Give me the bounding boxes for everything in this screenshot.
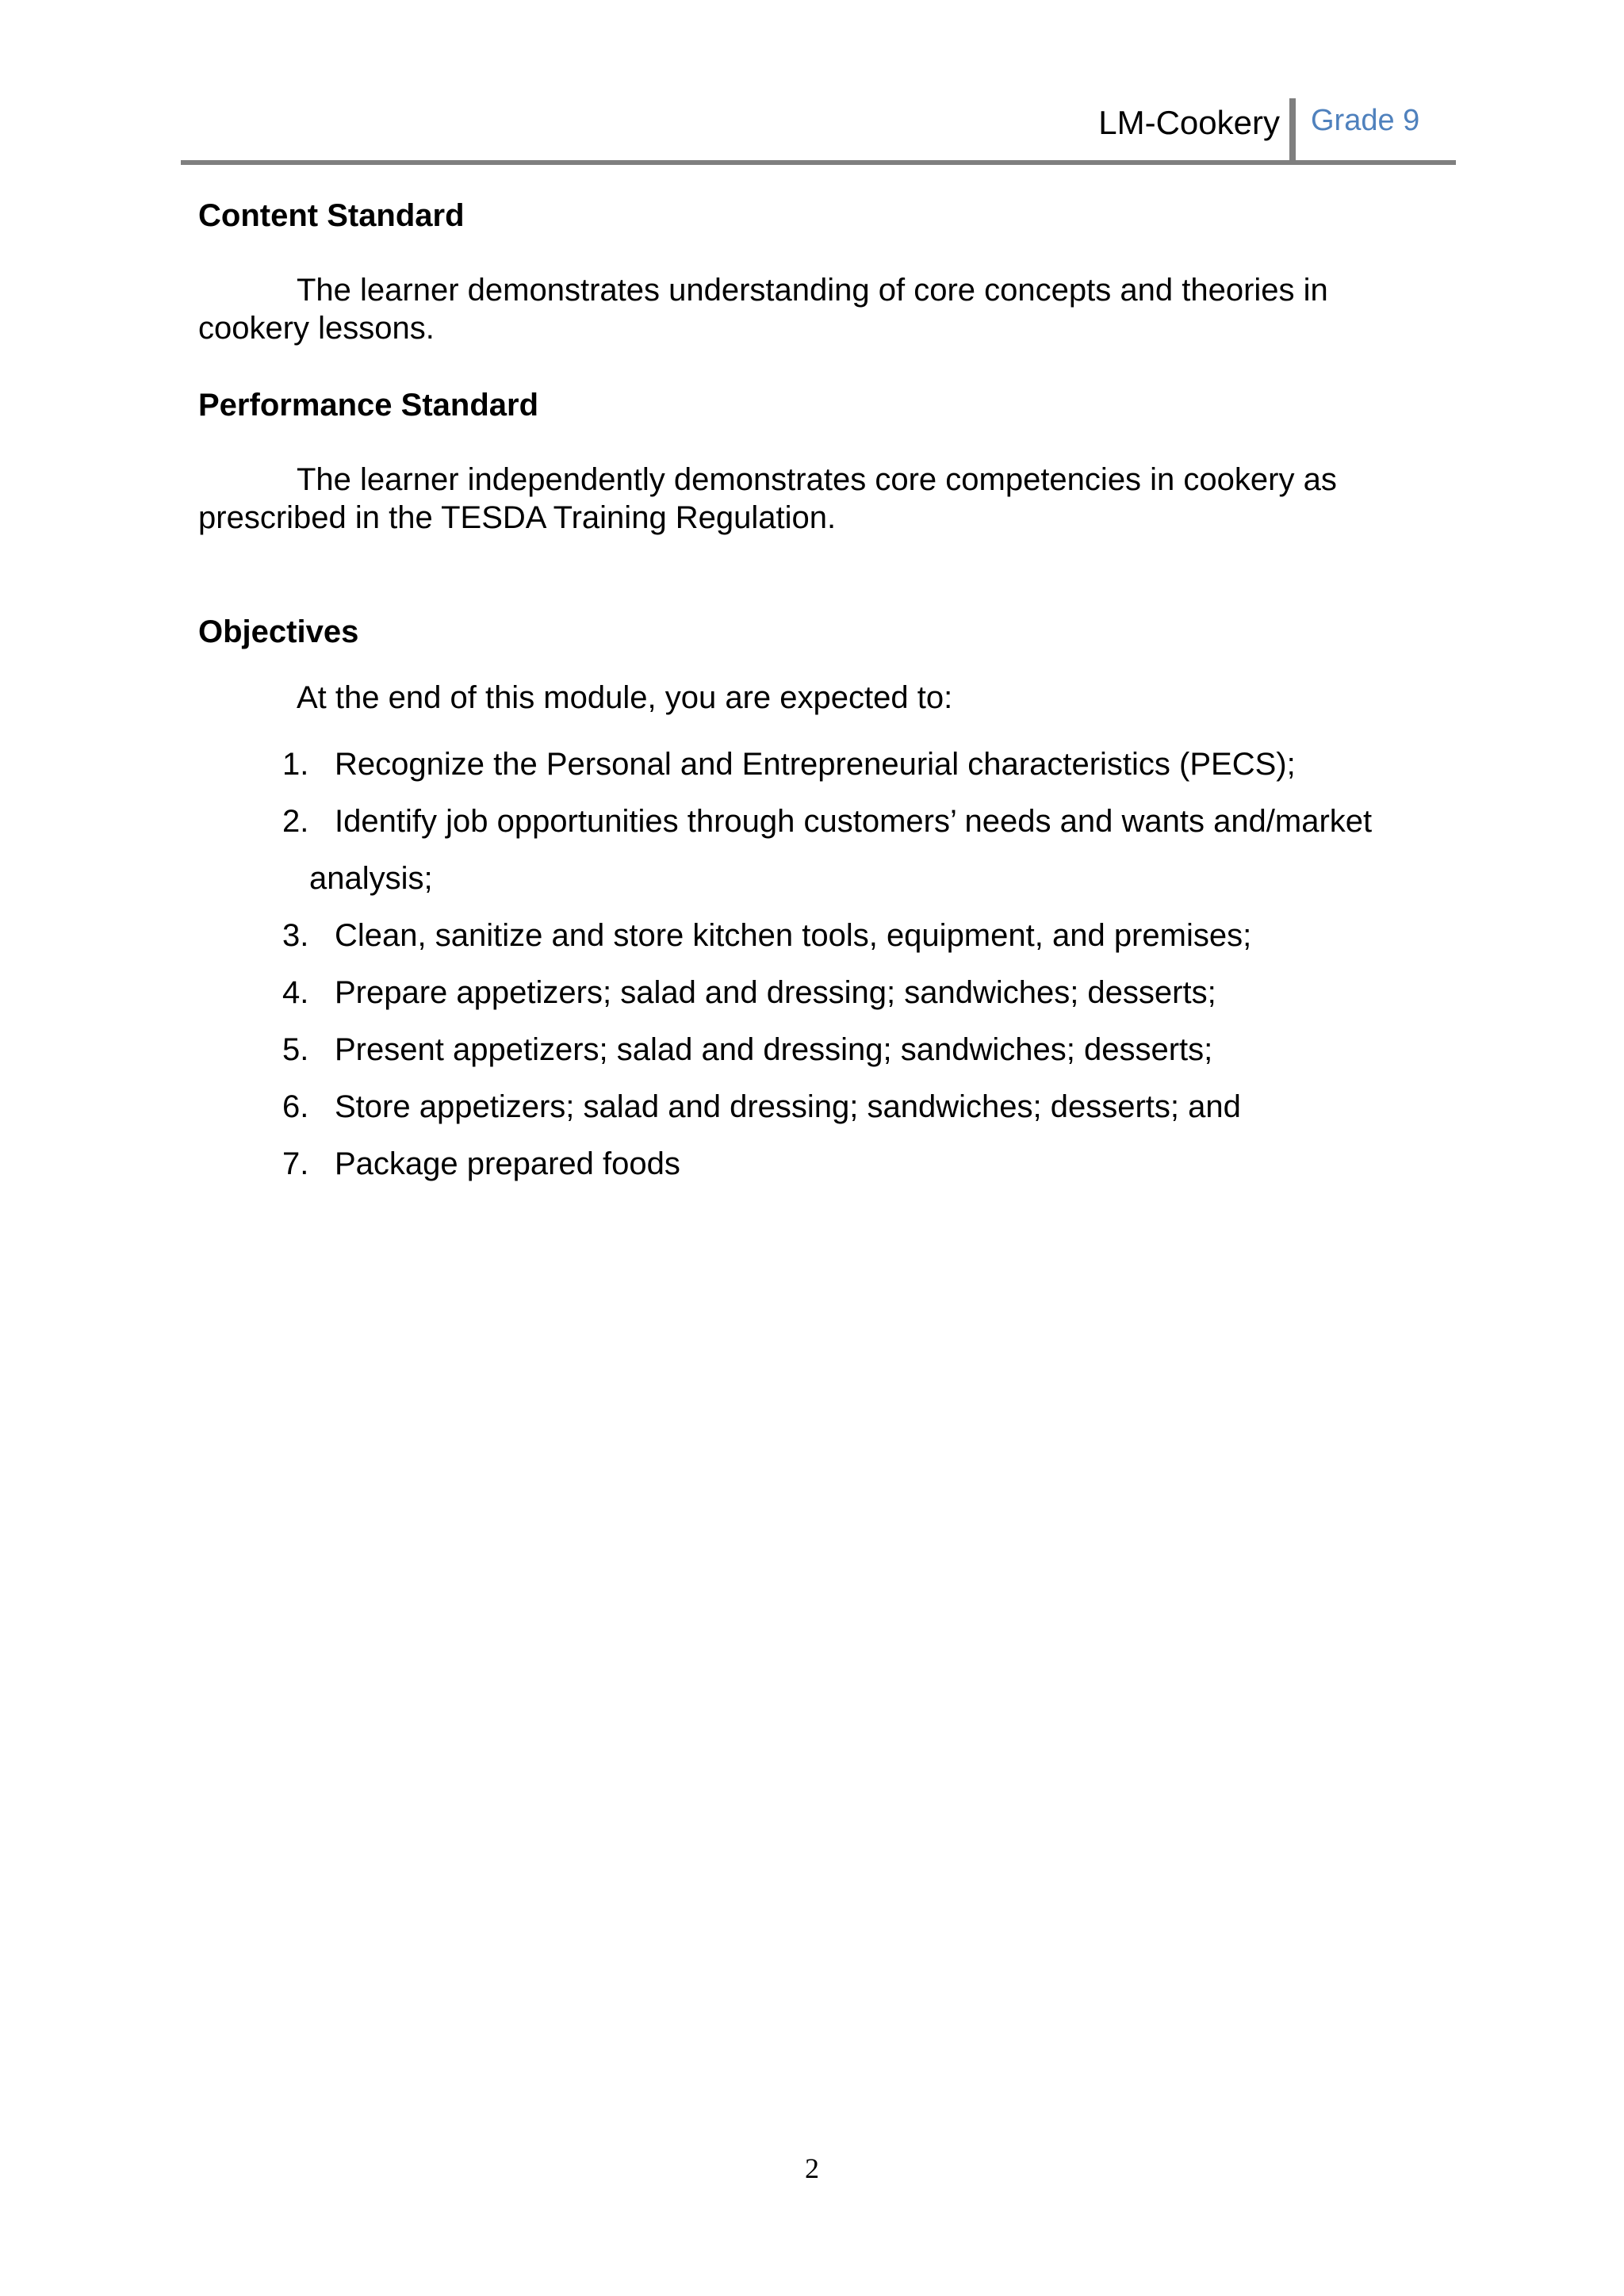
objective-text: Store appetizers; salad and dressing; sandwiches; desserts; and (335, 1089, 1241, 1124)
objectives-list (282, 736, 1424, 1192)
page-header (181, 95, 1456, 165)
page-number: 2 (805, 2152, 819, 2184)
objective-item (282, 1021, 1424, 1078)
header-divider (1289, 98, 1296, 160)
content-standard-heading: Content Standard (198, 198, 465, 233)
objectives-intro: At the end of this module, you are expected to: (297, 680, 953, 715)
performance-standard-body: The learner independently demonstrates core competencies in cookery as prescribed in the TESDA Training Regulation. (198, 462, 1337, 535)
objective-number: 4. (282, 975, 309, 1010)
objective-item (282, 1135, 1424, 1192)
header-grade: Grade 9 (1311, 104, 1420, 137)
performance-standard-heading: Performance Standard (198, 388, 539, 423)
objective-item (282, 1078, 1424, 1135)
objective-text: Identify job opportunities through customers’ needs and wants and/market (335, 804, 1373, 839)
objective-text: Present appetizers; salad and dressing; sandwiches; desserts; (335, 1032, 1213, 1067)
objective-number: 7. (282, 1146, 309, 1181)
objective-text: Prepare appetizers; salad and dressing; sandwiches; desserts; (335, 975, 1216, 1010)
objective-item (282, 793, 1424, 907)
objective-item (282, 964, 1424, 1021)
objectives-heading: Objectives (198, 614, 359, 649)
objective-text-continuation: analysis; (309, 861, 433, 896)
objective-number: 1. (282, 747, 309, 782)
objective-item (282, 907, 1424, 964)
header-module-title: LM-Cookery (1098, 104, 1280, 141)
objective-number: 2. (282, 804, 309, 839)
objective-number: 3. (282, 918, 309, 953)
objective-text: Package prepared foods (335, 1146, 680, 1181)
objective-item (282, 736, 1424, 793)
objective-number: 6. (282, 1089, 309, 1124)
content-standard-body: The learner demonstrates understanding of core concepts and theories in cookery lessons. (198, 273, 1328, 346)
objective-text: Recognize the Personal and Entrepreneurial characteristics (PECS); (335, 747, 1296, 782)
objective-number: 5. (282, 1032, 309, 1067)
header-rule (181, 160, 1456, 165)
objective-text: Clean, sanitize and store kitchen tools, equipment, and premises; (335, 918, 1252, 953)
